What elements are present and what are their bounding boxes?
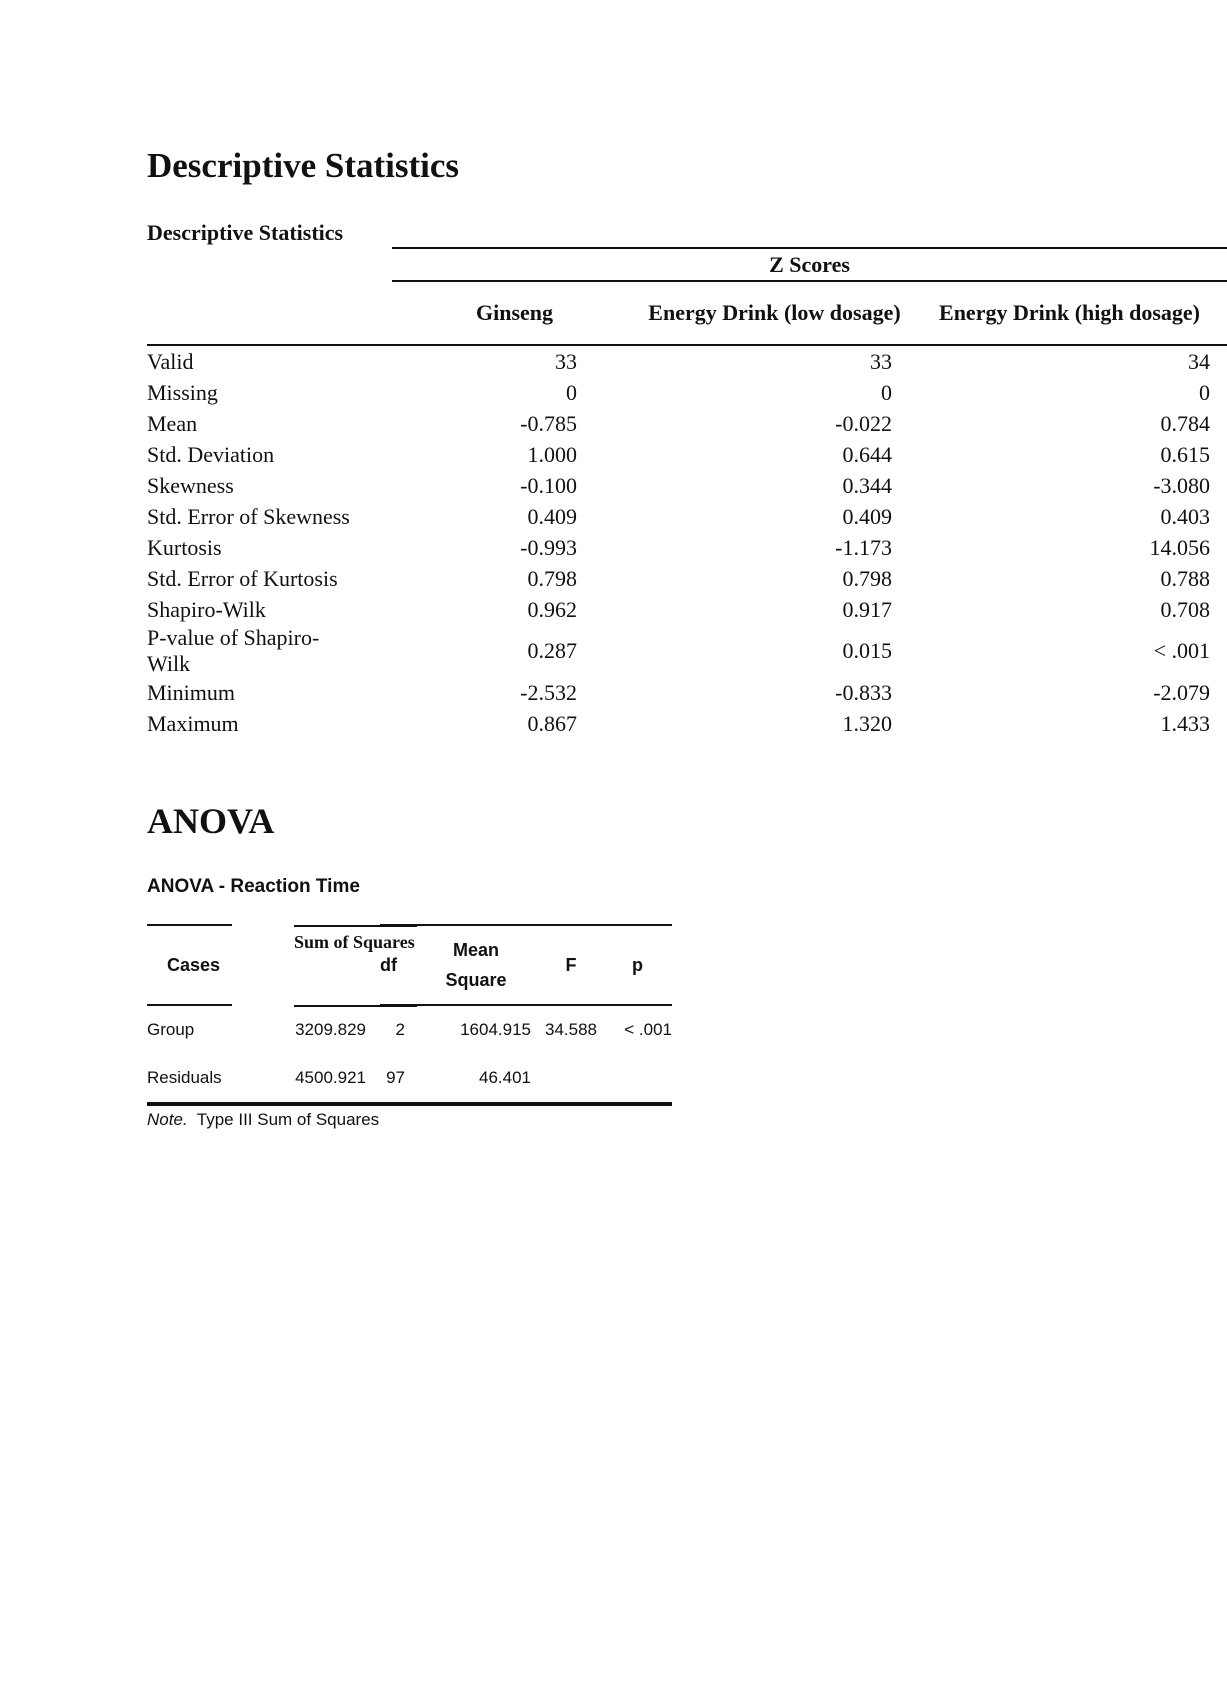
cell-value: -3.080 bbox=[1153, 472, 1211, 498]
cell-value: 34 bbox=[1188, 348, 1211, 374]
anova-cell-cases: Group bbox=[147, 1020, 195, 1039]
anova-cell-ms: 1604.915 bbox=[460, 1020, 531, 1039]
table-row bbox=[147, 625, 1227, 677]
cell-value: -0.833 bbox=[835, 679, 892, 705]
table-row bbox=[147, 708, 1227, 739]
column-header-df: df bbox=[380, 925, 413, 1005]
cell-value: -2.532 bbox=[520, 679, 577, 705]
row-label: P-value of Shapiro-Wilk bbox=[147, 625, 320, 676]
note-label: Note. bbox=[147, 1110, 188, 1129]
cell-value: 0.287 bbox=[527, 638, 577, 663]
row-label: Kurtosis bbox=[147, 534, 222, 560]
anova-table bbox=[147, 924, 672, 1106]
column-header-mean-square: Mean Square bbox=[413, 925, 539, 1005]
row-label: Mean bbox=[147, 410, 198, 436]
anova-cell-ss: 4500.921 bbox=[232, 1054, 380, 1104]
cell-value: 0.015 bbox=[842, 638, 892, 663]
table-row bbox=[147, 345, 1227, 377]
row-label: Maximum bbox=[147, 710, 239, 736]
cell-value: -0.785 bbox=[520, 410, 577, 436]
cell-value: 14.056 bbox=[1149, 534, 1211, 560]
column-header-sum-of-squares: Sum of Squares bbox=[294, 925, 417, 1007]
cell-value: 0.409 bbox=[842, 503, 892, 529]
cell-value: 0 bbox=[881, 379, 892, 405]
column-header-energy-low: Energy Drink (low dosage) bbox=[637, 281, 912, 345]
descriptive-statistics-table bbox=[147, 247, 1227, 739]
cell-value: < .001 bbox=[1153, 638, 1211, 663]
table-row bbox=[147, 563, 1227, 594]
z-scores-header: Z Scores bbox=[392, 248, 1227, 281]
cell-value: 0 bbox=[1199, 379, 1211, 405]
cell-value: 0 bbox=[566, 379, 577, 405]
row-label: Minimum bbox=[147, 679, 236, 705]
cell-value: -0.993 bbox=[520, 534, 577, 560]
table-row bbox=[147, 377, 1227, 408]
cell-value: -0.022 bbox=[835, 410, 892, 436]
anova-note bbox=[147, 1110, 379, 1130]
anova-cell-ms: 46.401 bbox=[413, 1054, 539, 1104]
column-header-p: p bbox=[603, 925, 672, 1005]
table-row bbox=[147, 677, 1227, 708]
anova-cell-ss: 3209.829 bbox=[295, 1019, 366, 1039]
cell-value: 1.433 bbox=[1160, 710, 1211, 736]
cell-value: -1.173 bbox=[835, 534, 892, 560]
row-label: Missing bbox=[147, 379, 218, 405]
descriptive-statistics-heading: Descriptive Statistics bbox=[147, 146, 460, 185]
anova-cell-f: 34.588 bbox=[545, 1020, 597, 1039]
table-row bbox=[147, 532, 1227, 563]
anova-cell-df: 2 bbox=[395, 1020, 405, 1039]
row-label: Std. Error of Kurtosis bbox=[147, 565, 338, 591]
row-label: Valid bbox=[147, 348, 194, 374]
column-header-cases: Cases bbox=[147, 925, 232, 1005]
anova-heading: ANOVA bbox=[147, 801, 275, 841]
anova-cell-cases: Residuals bbox=[147, 1054, 232, 1104]
table-row bbox=[147, 501, 1227, 532]
table-row bbox=[147, 1054, 672, 1104]
table-row bbox=[147, 594, 1227, 625]
cell-value: 0.788 bbox=[1160, 565, 1211, 591]
column-header-ginseng: Ginseng bbox=[392, 281, 637, 345]
note-text: Type III Sum of Squares bbox=[196, 1110, 380, 1129]
anova-cell-f bbox=[539, 1054, 603, 1104]
cell-value: -2.079 bbox=[1153, 679, 1211, 705]
anova-caption: ANOVA - Reaction Time bbox=[147, 876, 360, 897]
table-row bbox=[147, 408, 1227, 439]
descriptive-statistics-caption: Descriptive Statistics bbox=[147, 220, 344, 245]
cell-value: 0.615 bbox=[1160, 441, 1211, 467]
cell-value: 0.403 bbox=[1160, 503, 1211, 529]
cell-value: 33 bbox=[555, 348, 577, 374]
cell-value: 1.000 bbox=[527, 441, 577, 467]
cell-value: 0.784 bbox=[1160, 410, 1211, 436]
cell-value: 0.344 bbox=[842, 472, 892, 498]
row-label: Skewness bbox=[147, 472, 234, 498]
cell-value: 0.962 bbox=[527, 596, 577, 622]
cell-value: 0.867 bbox=[527, 710, 577, 736]
cell-value: 33 bbox=[870, 348, 892, 374]
cell-value: 0.644 bbox=[842, 441, 892, 467]
anova-cell-p bbox=[603, 1054, 672, 1104]
row-label: Std. Error of Skewness bbox=[147, 503, 350, 529]
cell-value: 0.798 bbox=[527, 565, 577, 591]
table-row bbox=[147, 470, 1227, 501]
cell-value: 1.320 bbox=[842, 710, 892, 736]
cell-value: 0.798 bbox=[842, 565, 892, 591]
row-label: Shapiro-Wilk bbox=[147, 596, 266, 622]
table-row bbox=[147, 1005, 672, 1054]
anova-cell-df: 97 bbox=[380, 1054, 413, 1104]
anova-cell-p: < .001 bbox=[624, 1020, 672, 1039]
row-label: Std. Deviation bbox=[147, 441, 275, 467]
cell-value: -0.100 bbox=[520, 472, 577, 498]
table-row bbox=[147, 439, 1227, 470]
column-header-f: F bbox=[539, 925, 603, 1005]
cell-value: 0.409 bbox=[527, 503, 577, 529]
column-header-energy-high: Energy Drink (high dosage) bbox=[912, 281, 1227, 345]
cell-value: 0.917 bbox=[842, 596, 892, 622]
cell-value: 0.708 bbox=[1160, 596, 1211, 622]
